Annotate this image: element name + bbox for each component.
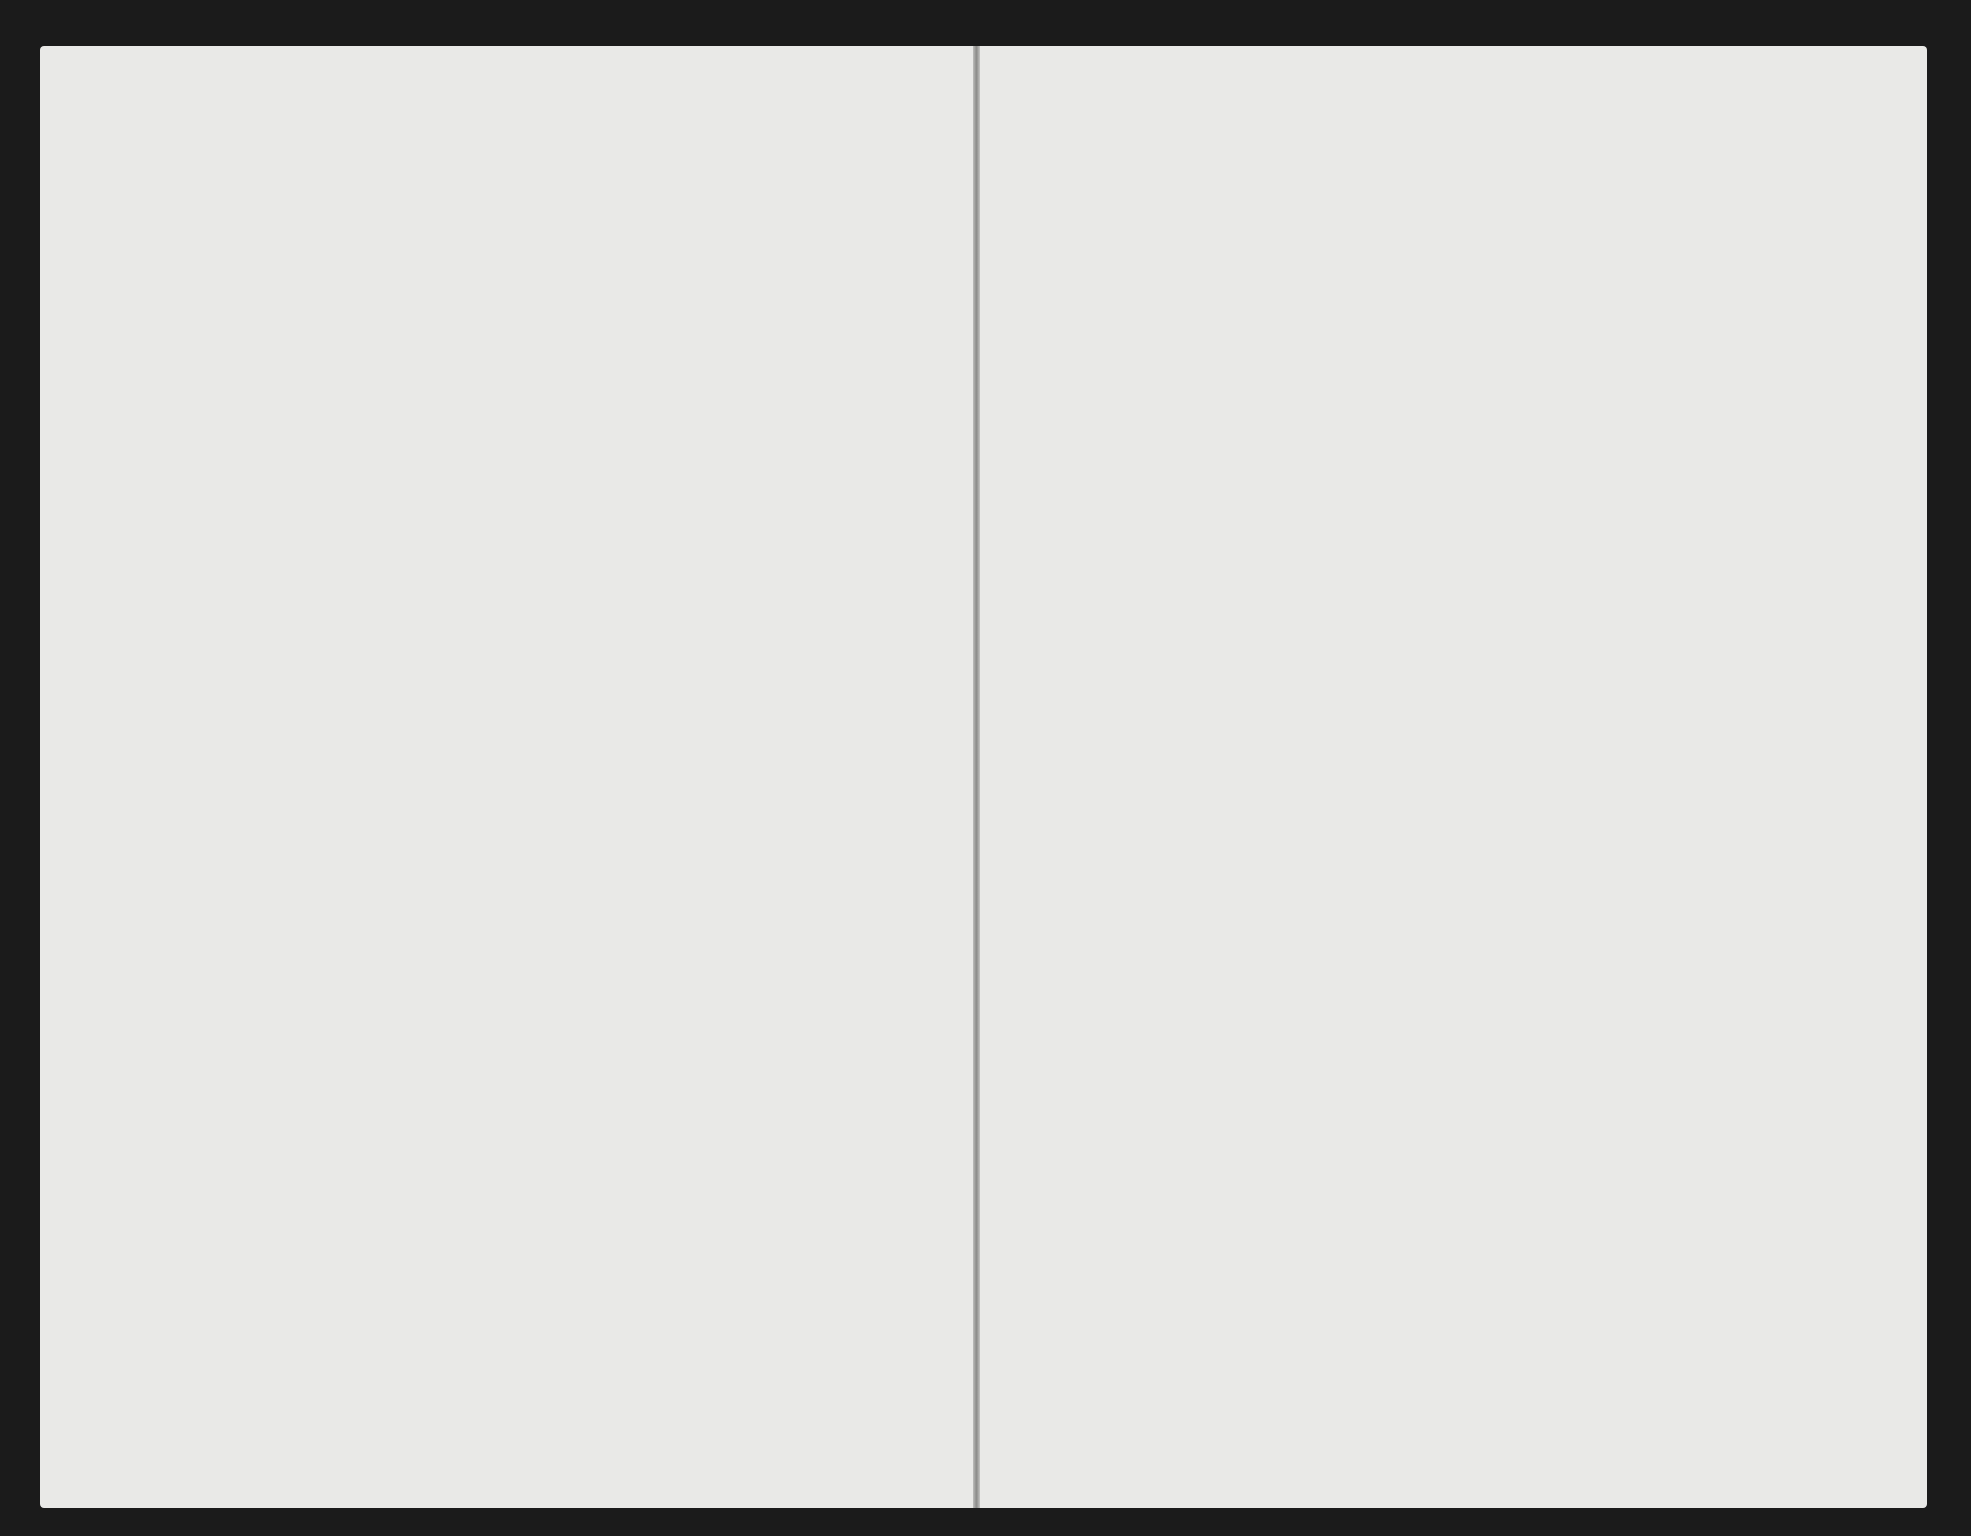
book-gutter <box>973 46 980 1508</box>
left-page <box>40 46 976 1508</box>
right-page <box>976 46 1927 1508</box>
